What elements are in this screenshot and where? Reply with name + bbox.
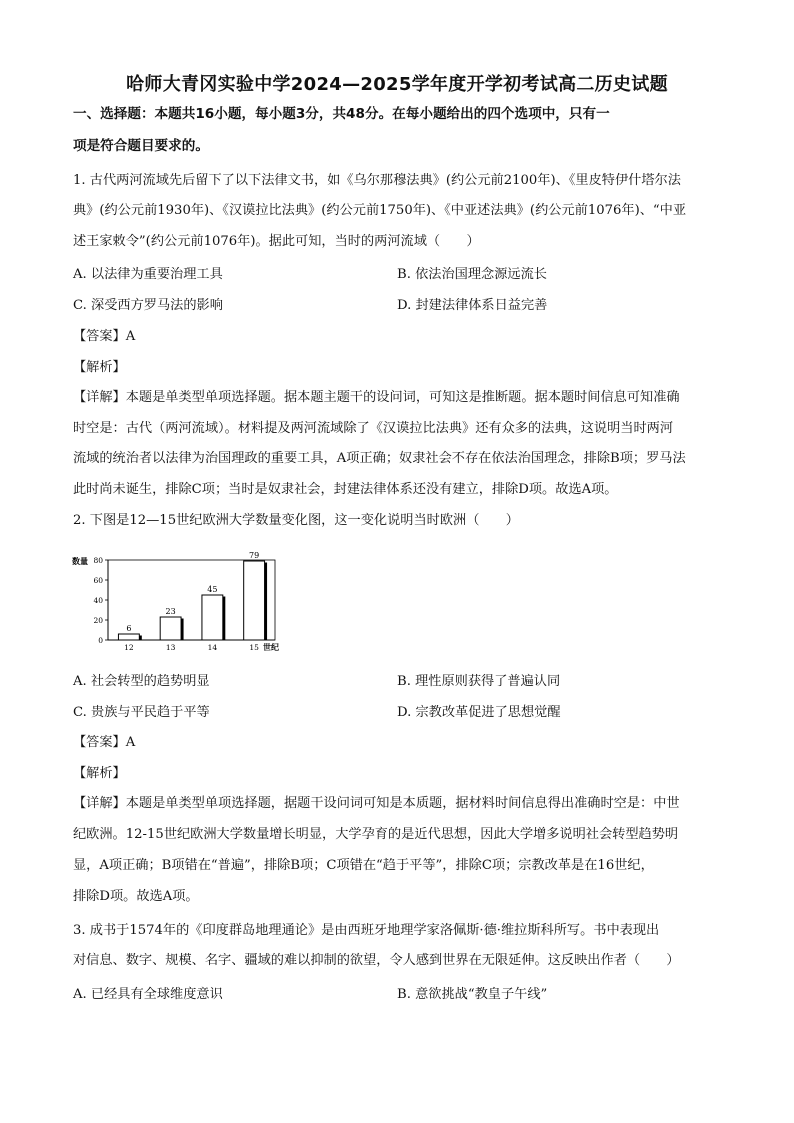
q1-detail-line-4: 此时尚未诞生，排除C项；当时是奴隶社会，封建法律体系还没有建立，排除D项。故选A项。 <box>73 482 618 497</box>
y-tick-label: 80 <box>93 556 103 565</box>
q1-stem-line-3: 述王家敕令”(约公元前1076年)。据此可知，当时的两河流域（ ） <box>73 234 480 249</box>
q2-stem: 2. 下图是12—15世纪欧洲大学数量变化图，这一变化说明当时欧洲（ ） <box>73 513 519 528</box>
chart-x-label: 世纪 <box>263 642 279 652</box>
section-heading-line-1: 一、选择题：本题共16小题，每小题3分，共48分。在每小题给出的四个选项中，只有一 <box>73 106 610 122</box>
q2-analysis-label: 【解析】 <box>73 766 126 781</box>
x-tick-label: 14 <box>207 643 218 652</box>
bar-14 <box>202 595 223 640</box>
q1-option-d: D. 封建法律体系日益完善 <box>397 298 548 313</box>
y-tick-label: 40 <box>93 596 103 605</box>
y-tick-label: 60 <box>93 576 103 585</box>
chart-y-label: 数量 <box>72 556 88 566</box>
q2-detail-line-3: 显，A项正确；B项错在“普遍”，排除B项；C项错在“趋于平等”，排除C项；宗教改革是在16世纪， <box>73 858 654 873</box>
q2-detail-line-2: 纪欧洲。12-15世纪欧洲大学数量增长明显，大学孕育的是近代思想，因此大学增多说明社会转型趋势明 <box>73 827 679 842</box>
q1-option-b: B. 依法治国理念源远流长 <box>397 267 547 282</box>
q1-detail-line-2: 时空是：古代（两河流域）。材料提及两河流域除了《汉谟拉比法典》还有众多的法典，这说明当时两河 <box>73 421 674 436</box>
q3-stem-line-2: 对信息、数字、规模、名字、疆域的难以抑制的欲望，令人感到世界在无限延伸。这反映出作者（ ） <box>73 953 680 968</box>
q3-option-a: A. 已经具有全球维度意识 <box>73 987 223 1002</box>
bar-12 <box>118 634 139 640</box>
university-count-bar-chart <box>70 548 295 658</box>
x-tick-label: 15 <box>249 643 259 652</box>
q2-option-c: C. 贵族与平民趋于平等 <box>73 705 210 720</box>
section-heading-line-2: 项是符合题目要求的。 <box>73 138 209 154</box>
q2-detail-line-1: 【详解】本题是单类型单项选择题，据题干设问词可知是本质题，据材料时间信息得出准确时空是：中世 <box>73 796 680 811</box>
q1-analysis-label: 【解析】 <box>73 360 126 375</box>
q1-answer: 【答案】A <box>73 329 136 344</box>
q2-option-a: A. 社会转型的趋势明显 <box>73 674 210 689</box>
q1-stem-line-1: 1. 古代两河流域先后留下了以下法律文书，如《乌尔那穆法典》(约公元前2100年)、《里皮特伊什塔尔法 <box>73 173 681 188</box>
page-title: 哈师大青冈实验中学2024—2025学年度开学初考试高二历史试题 <box>126 74 668 95</box>
bar-13 <box>160 617 181 640</box>
q2-answer: 【答案】A <box>73 735 136 750</box>
q3-stem-line-1: 3. 成书于1574年的《印度群岛地理通论》是由西班牙地理学家洛佩斯·德·维拉斯科所写。书中表现出 <box>73 923 660 938</box>
q1-option-c: C. 深受西方罗马法的影响 <box>73 298 223 313</box>
bar-value-label: 79 <box>249 551 260 560</box>
bar-value-label: 23 <box>165 607 176 616</box>
y-tick-label: 0 <box>98 636 103 645</box>
q2-option-b: B. 理性原则获得了普遍认同 <box>397 674 561 689</box>
bar-value-label: 45 <box>207 585 218 594</box>
q3-option-b: B. 意欲挑战“教皇子午线” <box>397 987 548 1002</box>
x-tick-label: 13 <box>165 643 176 652</box>
q1-detail-line-3: 流域的统治者以法律为治国理政的重要工具，A项正确；奴隶社会不存在依法治国理念，排除B项；罗马法 <box>73 451 686 466</box>
x-tick-label: 12 <box>124 643 134 652</box>
q1-detail-line-1: 【详解】本题是单类型单项选择题。据本题主题干的设问词，可知这是推断题。据本题时间信息可知准确 <box>73 390 680 405</box>
y-tick-label: 20 <box>93 616 103 625</box>
q2-option-d: D. 宗教改革促进了思想觉醒 <box>397 705 561 720</box>
bar-15 <box>244 561 265 640</box>
q2-detail-line-4: 排除D项。故选A项。 <box>73 889 199 904</box>
bar-value-label: 6 <box>126 624 132 633</box>
q1-option-a: A. 以法律为重要治理工具 <box>73 267 223 282</box>
q1-stem-line-2: 典》(约公元前1930年)、《汉谟拉比法典》(约公元前1750年)、《中亚述法典》(约公元前1076年)、“中亚 <box>73 203 687 218</box>
